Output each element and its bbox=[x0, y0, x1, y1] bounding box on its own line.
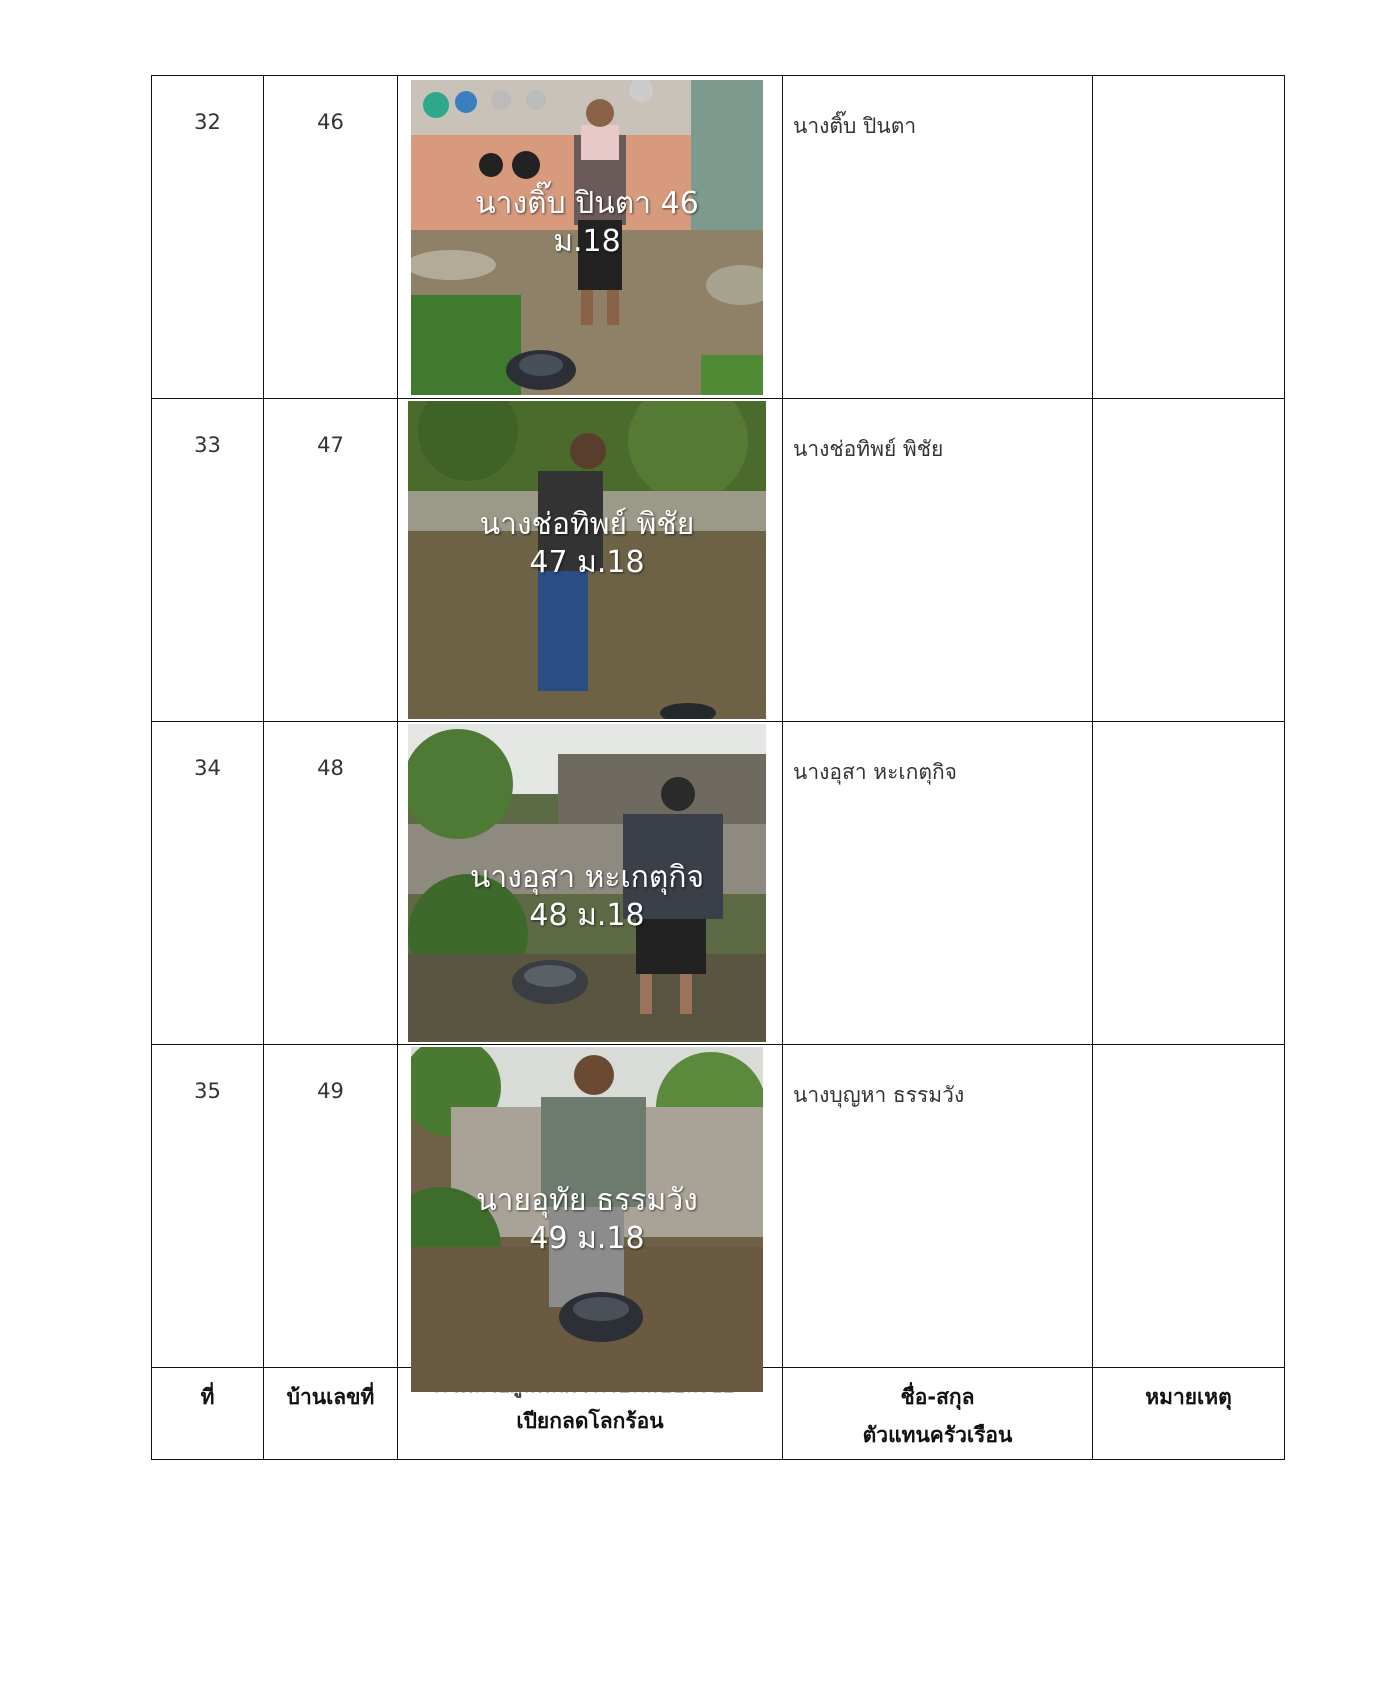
household-name: นางอุสา หะเกตุกิจ bbox=[783, 722, 1093, 1045]
photo-cell bbox=[398, 76, 783, 399]
house-number: 47 bbox=[264, 399, 398, 722]
remark-cell bbox=[1093, 399, 1285, 722]
row-number: 35 bbox=[152, 1045, 264, 1368]
household-photo bbox=[411, 80, 763, 395]
header-no: ที่ bbox=[152, 1368, 264, 1460]
row-number: 32 bbox=[152, 76, 264, 399]
photo-caption bbox=[411, 1182, 763, 1258]
row-number: 33 bbox=[152, 399, 264, 722]
header-name-line1: ชื่อ-สกุล bbox=[900, 1385, 975, 1409]
photo-caption bbox=[408, 859, 766, 935]
header-name bbox=[783, 1368, 1093, 1460]
table-row bbox=[152, 1045, 1285, 1368]
table-row bbox=[152, 399, 1285, 722]
household-name: นางช่อทิพย์ พิชัย bbox=[783, 399, 1093, 722]
photo-caption-line1: นางติ๊บ ปินตา 46 bbox=[475, 186, 699, 221]
photo-caption-line1: นางช่อทิพย์ พิชัย bbox=[479, 507, 695, 542]
household-photo bbox=[411, 1047, 763, 1392]
house-number: 48 bbox=[264, 722, 398, 1045]
header-name-line2: ตัวแทนครัวเรือน bbox=[862, 1423, 1013, 1447]
photo-caption bbox=[408, 506, 766, 582]
photo-caption-line2: 48 ม.18 bbox=[529, 898, 645, 933]
household-photo bbox=[408, 724, 766, 1042]
photo-caption-line2: 47 ม.18 bbox=[529, 545, 645, 580]
header-remark: หมายเหตุ bbox=[1093, 1368, 1285, 1460]
photo-caption bbox=[411, 185, 763, 261]
remark-cell bbox=[1093, 722, 1285, 1045]
table-row bbox=[152, 722, 1285, 1045]
remark-cell bbox=[1093, 76, 1285, 399]
header-photo-line2: เปียกลดโลกร้อน bbox=[516, 1409, 664, 1433]
header-house-no: บ้านเลขที่ bbox=[264, 1368, 398, 1460]
household-table bbox=[151, 75, 1285, 1460]
photo-caption-line2: ม.18 bbox=[553, 224, 621, 259]
photo-caption-line1: นายอุทัย ธรรมวัง bbox=[476, 1183, 698, 1218]
photo-cell bbox=[398, 722, 783, 1045]
photo-caption-line2: 49 ม.18 bbox=[529, 1221, 645, 1256]
photo-cell bbox=[398, 1045, 783, 1368]
table-row bbox=[152, 76, 1285, 399]
household-photo bbox=[408, 401, 766, 719]
house-number: 46 bbox=[264, 76, 398, 399]
photo-caption-line1: นางอุสา หะเกตุกิจ bbox=[469, 860, 705, 895]
remark-cell bbox=[1093, 1045, 1285, 1368]
household-name: นางติ๊บ ปินตา bbox=[783, 76, 1093, 399]
house-number: 49 bbox=[264, 1045, 398, 1368]
household-name: นางบุญหา ธรรมวัง bbox=[783, 1045, 1093, 1368]
row-number: 34 bbox=[152, 722, 264, 1045]
photo-cell bbox=[398, 399, 783, 722]
